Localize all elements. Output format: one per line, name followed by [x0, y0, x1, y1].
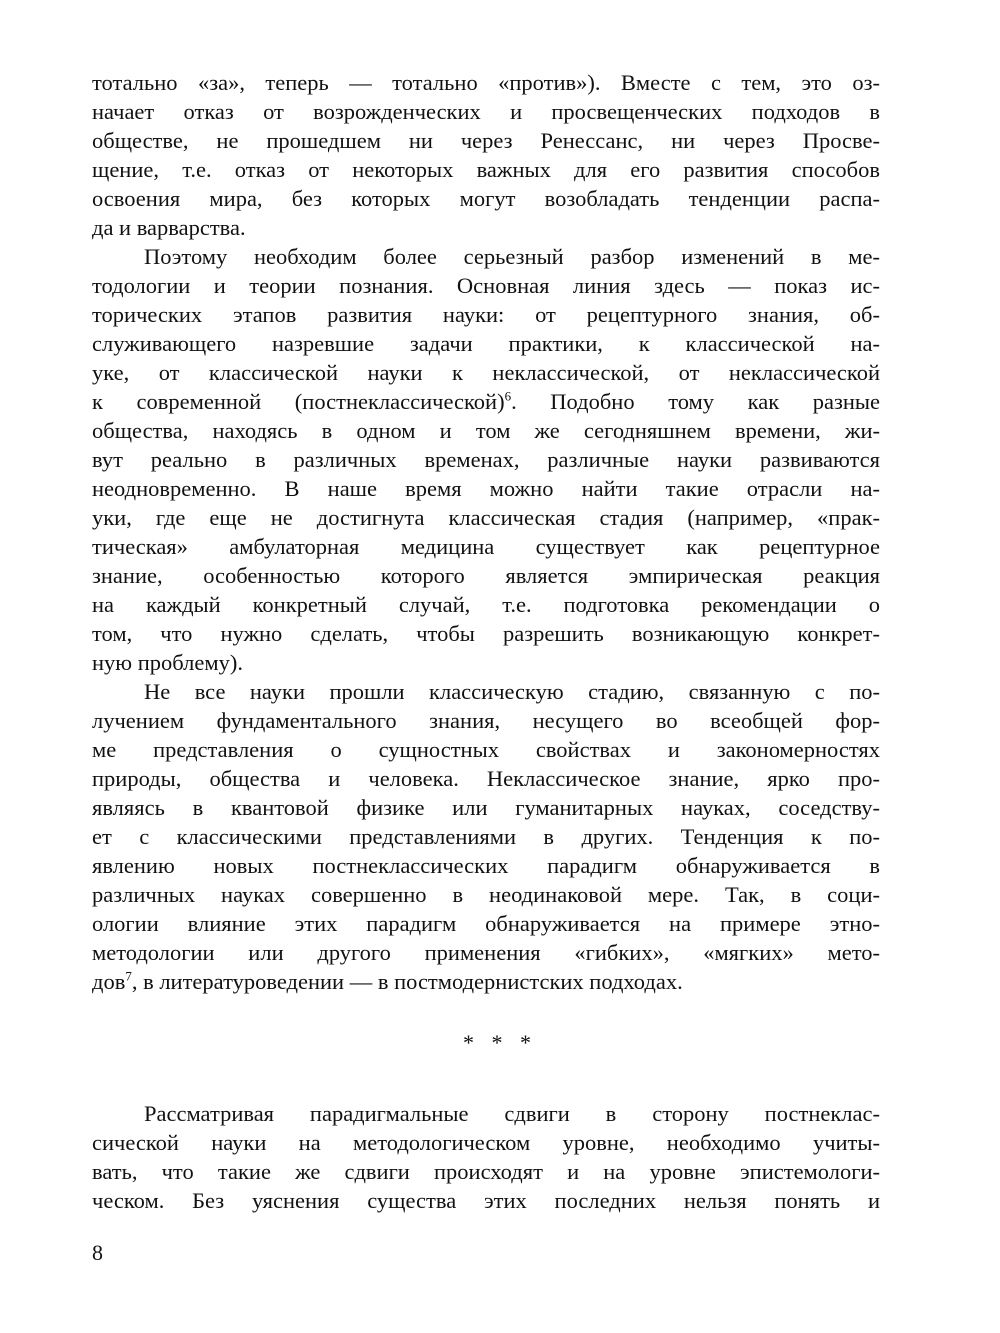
text-line: начает отказ от возрожденческих и просвещенческих подходов в: [92, 99, 880, 124]
text-line: на каждый конкретный случай, т.е. подготовка рекомендации о: [92, 592, 880, 617]
paragraph-3: [92, 677, 880, 996]
main-text: [92, 68, 880, 996]
text-line: освоения мира, без которых могут возобладать тенденции распа-: [92, 186, 880, 211]
text-line: ет с классическими представлениями в других. Тенденция к по-: [92, 824, 880, 849]
text-line: уки, где еще не достигнута классическая стадия (например, «прак-: [92, 505, 880, 530]
footnote-ref-7[interactable]: 7: [125, 968, 132, 984]
text-line: лучением фундаментального знания, несущего во всеобщей фор-: [92, 708, 880, 733]
text-line: Поэтому необходим более серьезный разбор изменений в ме-: [144, 244, 880, 269]
text-line: том, что нужно сделать, чтобы разрешить возникающую конкрет-: [92, 621, 880, 646]
text-line: вут реально в различных временах, различные науки развиваются: [92, 447, 880, 472]
text-line: различных науках совершенно в неодинаковой мере. Так, в соци-: [92, 882, 880, 907]
text-line: обществе, не прошедшем ни через Ренессанс, ни через Просве-: [92, 128, 880, 153]
text-line: ческом. Без уяснения существа этих последних нельзя понять и: [92, 1188, 880, 1213]
text-line-with-footnote: [92, 387, 880, 416]
text-line: тотально «за», теперь — тотально «против»). Вместе с тем, это оз-: [92, 70, 880, 95]
text-line: неодновременно. В наше время можно найти такие отрасли на-: [92, 476, 880, 501]
text-line: уке, от классической науки к неклассической, от неклассической: [92, 360, 880, 385]
text-line: общества, находясь в одном и том же сегодняшнем времени, жи-: [92, 418, 880, 443]
text-line: Не все науки прошли классическую стадию, связанную с по-: [144, 679, 880, 704]
paragraph-1: [92, 68, 880, 242]
text-line: торических этапов развития науки: от рецептурного знания, об-: [92, 302, 880, 327]
text-line: вать, что такие же сдвиги происходят и на уровне эпистемологи-: [92, 1159, 880, 1184]
text-fragment: , в литературоведении — в постмодернистских подходах.: [131, 969, 683, 994]
text-line: да и варварства.: [92, 215, 246, 240]
text-line: явлению новых постнеклассических парадигм обнаруживается в: [92, 853, 880, 878]
text-line: тодологии и теории познания. Основная линия здесь — показ ис-: [92, 273, 880, 298]
text-line-with-footnote: [92, 967, 880, 996]
text-line: щение, т.е. отказ от некоторых важных для его развития способов: [92, 157, 880, 182]
text-fragment: дов: [92, 969, 126, 994]
text-line: тическая» амбулаторная медицина существует как рецептурное: [92, 534, 880, 559]
closing-paragraph: [92, 1099, 880, 1215]
section-separator: * * *: [463, 1030, 537, 1055]
text-line: знание, особенностью которого является эмпирическая реакция: [92, 563, 880, 588]
paragraph-2: [92, 242, 880, 677]
text-line: природы, общества и человека. Неклассическое знание, ярко про-: [92, 766, 880, 791]
page-number: 8: [92, 1240, 103, 1265]
text-fragment: к современной (постнеклассической): [92, 389, 505, 414]
text-line: ную проблему).: [92, 650, 243, 675]
text-line: служивающего назревшие задачи практики, к классической на-: [92, 331, 880, 356]
text-line: ологии влияние этих парадигм обнаруживается на примере этно-: [92, 911, 880, 936]
text-line: являясь в квантовой физике или гуманитарных науках, соседству-: [92, 795, 880, 820]
text-line: методологии или другого применения «гибких», «мягких» мето-: [92, 940, 880, 965]
text-line: Рассматривая парадигмальные сдвиги в сторону постнеклас-: [144, 1101, 880, 1126]
text-line: сической науки на методологическом уровне, необходимо учиты-: [92, 1130, 880, 1155]
footnote-ref-6[interactable]: 6: [504, 388, 512, 404]
text-line: ме представления о сущностных свойствах и закономерностях: [92, 737, 880, 762]
text-fragment: . Подобно тому как разные: [511, 389, 880, 414]
